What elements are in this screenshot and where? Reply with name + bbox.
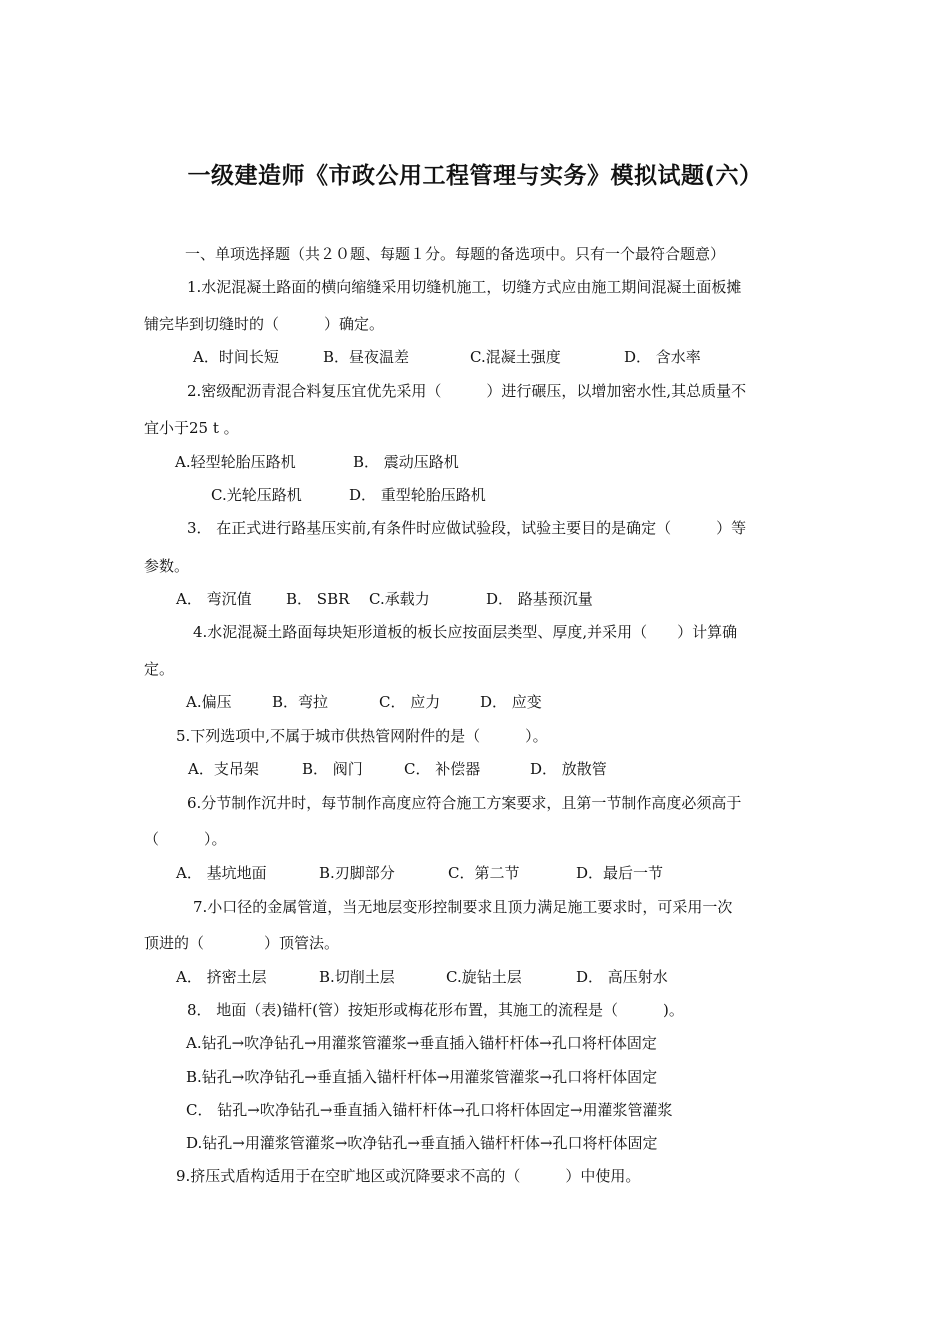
- question-1-option-c: C.混凝土强度: [470, 348, 561, 366]
- question-1-stem-line-1: 1.水泥混凝土路面的横向缩缝采用切缝机施工，切缝方式应由施工期间混凝土面板摊: [187, 278, 742, 296]
- question-3-stem-line-1: 3． 在正式进行路基压实前,有条件时应做试验段，试验主要目的是确定（ ）等: [187, 519, 747, 537]
- question-3-option-b: B． SBR: [286, 590, 350, 608]
- question-3-option-a: A． 弯沉值: [176, 590, 252, 608]
- question-3-option-d: D． 路基预沉量: [486, 590, 593, 608]
- question-2-option-b: B． 震动压路机: [353, 453, 459, 471]
- question-2-stem-line-2: 宜小于25 t 。: [144, 419, 239, 437]
- question-1-option-b: B．昼夜温差: [323, 348, 410, 366]
- question-4-option-d: D． 应变: [480, 693, 542, 711]
- question-6-stem-line-2: （ ）。: [144, 830, 227, 848]
- question-4-option-c: C． 应力: [379, 693, 441, 711]
- question-8-stem-line-1: 8． 地面（表)锚杆(管）按矩形或梅花形布置，其施工的流程是（ )。: [187, 1001, 684, 1019]
- question-9-stem-line-1: 9.挤压式盾构适用于在空旷地区或沉降要求不高的（ ）中使用。: [176, 1167, 641, 1185]
- question-2-stem-line-1: 2.密级配沥青混合料复压宜优先采用（ ）进行碾压，以增加密水性,其总质量不: [187, 382, 747, 400]
- question-4-stem-line-1: 4.水泥混凝土路面每块矩形道板的板长应按面层类型、厚度,并采用（ ）计算确: [193, 623, 738, 641]
- question-4-option-b: B．弯拉: [272, 693, 329, 711]
- question-7-option-c: C.旋钻土层: [446, 968, 522, 986]
- question-8-option-c: C． 钻孔→吹净钻孔→垂直插入锚杆杆体→孔口将杆体固定→用灌浆管灌浆: [186, 1101, 673, 1119]
- question-8-option-b: B.钻孔→吹净钻孔→垂直插入锚杆杆体→用灌浆管灌浆→孔口将杆体固定: [186, 1068, 658, 1086]
- question-5-stem-line-1: 5.下列选项中,不属于城市供热管网附件的是（ ）。: [176, 727, 548, 745]
- section-heading: 一、单项选择题（共２０题、每题１分。每题的备选项中。只有一个最符合题意）: [185, 245, 726, 263]
- question-7-stem-line-2: 顶进的（ ）顶管法。: [144, 934, 340, 952]
- question-4-stem-line-2: 定。: [144, 660, 175, 678]
- question-7-option-d: D． 高压射水: [576, 968, 668, 986]
- question-2-option-a: A.轻型轮胎压路机: [175, 453, 296, 471]
- question-1-stem-line-2: 铺完毕到切缝时的（ ）确定。: [144, 315, 385, 333]
- question-7-stem-line-1: 7.小口径的金属管道，当无地层变形控制要求且顶力满足施工要求时，可采用一次: [193, 898, 733, 916]
- question-6-option-b: B.刃脚部分: [319, 864, 395, 882]
- question-6-option-c: C．第二节: [448, 864, 520, 882]
- question-1-option-a: A．时间长短: [193, 348, 279, 366]
- question-5-option-d: D． 放散管: [530, 760, 607, 778]
- question-5-option-a: A．支吊架: [188, 760, 259, 778]
- question-4-option-a: A.偏压: [186, 693, 232, 711]
- question-6-option-d: D．最后一节: [576, 864, 664, 882]
- question-6-stem-line-1: 6.分节制作沉井时，每节制作高度应符合施工方案要求，且第一节制作高度必须高于: [187, 794, 742, 812]
- question-8-option-d: D.钻孔→用灌浆管灌浆→吹净钻孔→垂直插入锚杆杆体→孔口将杆体固定: [186, 1134, 658, 1152]
- question-1-option-d: D． 含水率: [624, 348, 701, 366]
- question-2-option-c: C.光轮压路机: [211, 486, 302, 504]
- question-5-option-c: C． 补偿器: [404, 760, 481, 778]
- page-title: 一级建造师《市政公用工程管理与实务》模拟试题(六）: [187, 163, 763, 189]
- question-7-option-a: A． 挤密土层: [176, 968, 267, 986]
- question-6-option-a: A． 基坑地面: [176, 864, 267, 882]
- question-7-option-b: B.切削土层: [319, 968, 395, 986]
- question-3-option-c: C.承载力: [369, 590, 430, 608]
- question-2-option-d: D． 重型轮胎压路机: [349, 486, 486, 504]
- question-3-stem-line-2: 参数。: [144, 557, 190, 575]
- question-8-option-a: A.钻孔→吹净钻孔→用灌浆管灌浆→垂直插入锚杆杆体→孔口将杆体固定: [186, 1034, 657, 1052]
- question-5-option-b: B． 阀门: [302, 760, 363, 778]
